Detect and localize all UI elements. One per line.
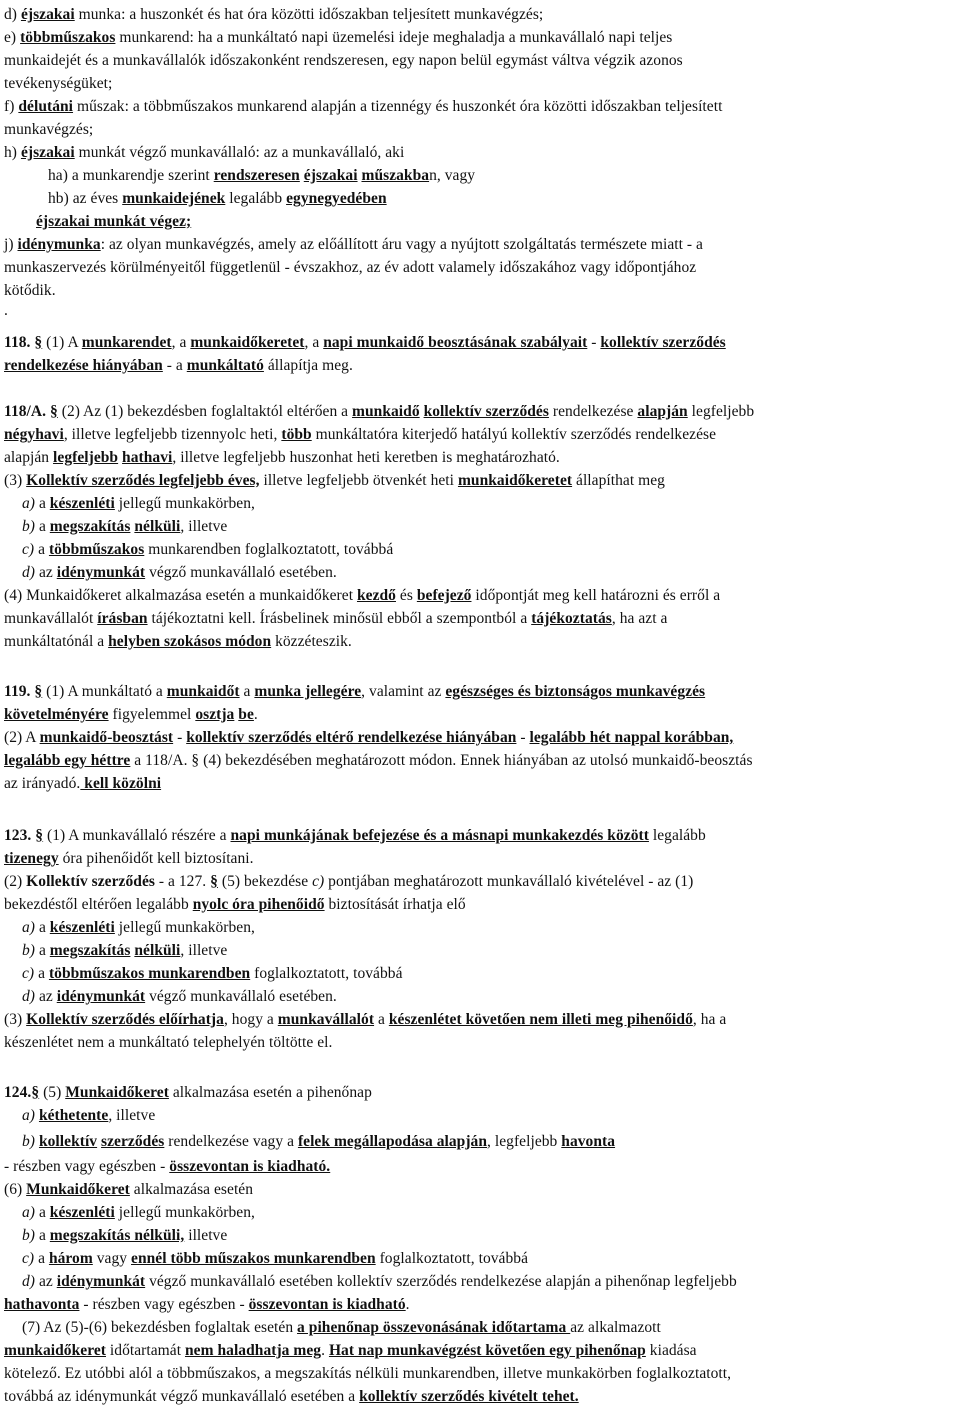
text-run: , legfeljebb [487,1133,562,1150]
text-line [22,540,954,560]
text-run: (1) A munkavállaló részére a [43,827,231,844]
text-run: (2) [4,873,27,890]
text-run: legfeljebb [687,403,755,420]
text-run: a [35,518,50,535]
text-run: (5) bekezdése [217,873,313,890]
linked-term: összevontan is kiadható [248,1296,406,1313]
text-run: Írásbelinek minősül ebből a szempontból a [259,610,532,627]
linked-term: Munkaidőkeret [26,1181,130,1198]
text-run: , illetve [108,1107,156,1124]
text-run: munkavégzés; [4,121,94,138]
section-number: Kollektív szerződés [26,873,155,890]
text-line [22,494,954,514]
text-run: : az olyan munkavégzés, amely az előállított áru vagy a nyújtott szolgáltatás természete miatt - a [100,236,703,253]
linked-term: munkaidőkeretet [457,472,573,489]
text-run: munkarend: ha a munkáltató napi üzemelési ideje meghaladja a munkavállaló napi teljes [115,29,673,46]
text-run: (3) [4,472,27,489]
list-marker: d) [22,988,36,1005]
list-marker: b) [22,1133,36,1150]
text-line [4,28,954,48]
text-line [4,1341,954,1361]
text-line [4,1364,954,1384]
list-marker: a) [22,919,36,936]
text-line [4,448,954,468]
text-run: , illetve [180,942,228,959]
list-marker: d) [22,564,36,581]
text-run: a [34,965,49,982]
linked-term: felek megállapodása alapján [297,1133,488,1150]
section-number: 119. [4,683,31,700]
list-marker: a) [22,495,36,512]
text-run: továbbá az idénymunkát végző munkavállaló esetében a [4,1388,360,1405]
text-run: tájékoztatni kell. [147,610,260,627]
text-run: , ha azt a [611,610,668,627]
text-run: - részben vagy egészben - [4,1158,170,1175]
text-run: (3) [4,1011,27,1028]
linked-term: munkarendet [81,334,172,351]
text-line [22,1318,954,1338]
linked-term: tájékoztatás [531,610,612,627]
text-run: n, vagy [429,167,476,184]
text-line [4,751,954,771]
text-run: , valamint az [361,683,446,700]
linked-term: osztja [195,706,235,723]
text-run: (2) Az (1) bekezdésben foglaltaktól eltérően a [57,403,353,420]
text-run: munkaidejét és a munkavállalók időszakonként rendszeresen, egy napon belül egymást váltva végzik azonos [4,52,683,69]
linked-term: megszakítás [49,518,131,535]
text-line [22,941,954,961]
text-run: munka: a huszonkét és hat óra közötti időszakban teljesített munkavégzés; [74,6,544,23]
text-line [22,517,954,537]
linked-term: munkaidőt [166,683,240,700]
linked-term: készenléti [49,919,115,936]
linked-term: műszakba [361,167,430,184]
text-run: (4) Munkaidőkeret alkalmazása esetén a munkaidőkeret [4,587,357,604]
text-run: f) [4,98,19,115]
linked-term: három [48,1250,93,1267]
linked-term: havonta [561,1133,616,1150]
text-line [4,774,954,794]
linked-term: nem haladhatja meg [184,1342,322,1359]
text-line [4,682,954,702]
text-line [22,1226,954,1246]
linked-term: Kollektív szerződés legfeljebb éves, [26,472,260,489]
text-run: - [587,334,601,351]
linked-term: kollektív szerződés kivételt tehet. [359,1388,579,1405]
list-marker: b) [22,518,36,535]
text-line [4,235,954,255]
linked-term: munkaidőkeretet [190,334,305,351]
linked-term: § [210,873,218,890]
linked-term: éjszakai munkát végez; [36,213,192,230]
text-run: bekezdéstől eltérően legalább [4,896,193,913]
text-run: végző munkavállaló esetében kollektív szerződés rendelkezése alapján a pihenőnap legfeljebb [145,1273,737,1290]
text-run: az [35,988,57,1005]
text-run: - [173,729,187,746]
text-run: alkalmazása esetén a pihenőnap [168,1084,372,1101]
linked-term: kezdő [356,587,396,604]
text-line [36,212,954,232]
text-run: (7) Az (5)-(6) bekezdésben foglaltak esetén [22,1319,298,1336]
text-run: munkáltatóra kiterjedő hatályú kollektív szerződés rendelkezése [311,426,717,443]
text-run: foglalkoztatott, továbbá [250,965,403,982]
list-marker: c) [22,965,35,982]
text-line [4,5,954,25]
linked-term: többműszakos [20,29,116,46]
text-run: jellegű munkakörben, [114,1204,255,1221]
linked-term: hathavi [122,449,173,466]
text-line [4,333,954,353]
list-marker: c) [22,541,35,558]
linked-term: helyben szokásos módon [108,633,272,650]
text-run: állapíthat meg [572,472,665,489]
linked-term: munkáltató [186,357,264,374]
text-run: a [35,942,50,959]
text-line [4,143,954,163]
linked-term: kollektív szerződés eltérő rendelkezése hiányában [186,729,517,746]
section-number: 118. [4,334,31,351]
linked-term: írásban [97,610,148,627]
linked-term: befejező [416,587,472,604]
linked-term: rendszeresen [213,167,300,184]
text-line [22,1132,954,1152]
linked-term: megszakítás [49,942,131,959]
text-line [4,1180,954,1200]
text-line [22,918,954,938]
text-line [4,849,954,869]
list-marker: c) [22,1250,35,1267]
text-run: az [35,1273,57,1290]
linked-term: többműszakos munkarendben [48,965,251,982]
text-run: időtartamát [106,1342,185,1359]
text-line [4,609,954,629]
text-line [4,826,954,846]
linked-term: idénymunka [17,236,101,253]
text-run: vagy [92,1250,132,1267]
linked-term: munka jellegére [254,683,362,700]
text-run: (5) [39,1084,66,1101]
text-line [4,632,954,652]
text-line [48,166,954,186]
linked-term: § [50,403,58,420]
linked-term: legalább egy héttre [4,752,131,769]
text-run: időpontját meg kell határozni és erről a [471,587,721,604]
linked-term: § [31,1084,40,1101]
linked-term: Kollektív szerződés előírhatja [26,1011,224,1028]
linked-term: Munkaidőkeret [65,1084,169,1101]
linked-term: éjszakai [20,6,75,23]
text-run: munkát végző munkavállaló: az a munkavállaló, aki [74,144,405,161]
linked-term: hathavonta [4,1296,80,1313]
linked-term: munkaidőkeret [4,1342,106,1359]
text-line [4,1387,954,1407]
text-run: a [35,919,50,936]
text-line [22,964,954,984]
linked-term: kollektív szerződés [423,403,549,420]
linked-term: rendelkezése hiányában [4,357,163,374]
text-run: . [321,1342,329,1359]
text-run: tevékenységüket; [4,75,113,92]
section-number: 123. [4,827,32,844]
linked-term: nélküli [134,518,181,535]
list-marker: b) [22,942,36,959]
text-line [4,1295,954,1315]
text-line [4,1010,954,1030]
text-run: a [35,1227,50,1244]
text-run: alapján [4,449,54,466]
linked-term: idénymunkát [56,988,146,1005]
text-line [4,872,954,892]
text-run: pontjában meghatározott munkavállaló kivételével - az (1) [324,873,694,890]
text-run: műszak: a többműszakos munkarend alapján a tizennégy és huszonkét óra közötti időszakban teljesített [73,98,723,115]
text-run: ha) a munkarendje szerint [48,167,214,184]
text-run: - részben vagy egészben - [79,1296,249,1313]
text-run: végző munkavállaló esetében. [145,988,337,1005]
text-run: munkáltatónál a [4,633,109,650]
list-marker: a) [22,1204,36,1221]
text-run: , ha a [692,1011,727,1028]
text-run: illetve [184,1227,228,1244]
linked-term: idénymunkát [56,1273,146,1290]
text-line [22,1106,954,1126]
linked-term: nyolc óra pihenőidő [192,896,325,913]
text-line [4,705,954,725]
text-run: , a [171,334,191,351]
linked-term: készenléti [49,1204,115,1221]
text-run: hb) az éves [48,190,123,207]
linked-term: tizenegy [4,850,59,867]
section-number: 118/A. [4,403,47,420]
linked-term: éjszakai [303,167,358,184]
text-run: rendelkezése [548,403,638,420]
linked-term: délutáni [18,98,74,115]
linked-term: összevontan is kiadható. [169,1158,331,1175]
text-line [22,1272,954,1292]
text-run: munkarendben foglalkoztatott, továbbá [144,541,394,558]
linked-term: megszakítás nélküli, [49,1227,185,1244]
text-run: kötelező. Ez utóbbi alól a többműszakos, a megszakítás nélküli munkarendben, illetve munkakörben foglalkoztatott, [4,1365,732,1382]
text-run: alkalmazása esetén [129,1181,254,1198]
text-run: - a [162,357,187,374]
text-line [4,1083,954,1103]
text-line [4,1157,954,1177]
text-run: , a [304,334,324,351]
text-line [4,74,954,94]
text-run: - [516,729,530,746]
text-run: a [34,541,49,558]
text-run: foglalkoztatott, továbbá [375,1250,529,1267]
linked-term: egynegyedében [286,190,387,207]
text-run: közzéteszik. [271,633,352,650]
linked-term: munkavállalót [277,1011,375,1028]
linked-term: a pihenőnap összevonásának időtartama [297,1319,571,1336]
text-line [4,895,954,915]
text-run: munkaszervezés körülményeitől függetlenül - évszakhoz, az év adott valamely időszakához vagy időpontjához [4,259,697,276]
text-run: , illetve legfeljebb tizennyolc heti, [63,426,282,443]
text-line [4,356,954,376]
text-run: a 118/A. § (4) bekezdésében meghatározott módon. Ennek hiányában az utolsó munkaidő-beosztás [130,752,753,769]
text-run: a [239,683,255,700]
text-run: e) [4,29,21,46]
text-line [48,189,954,209]
linked-term: kell közölni [80,775,162,792]
linked-term: § [35,827,44,844]
list-marker: d) [22,1273,36,1290]
linked-term: nélküli [134,942,181,959]
text-line [4,586,954,606]
linked-term: kollektív [38,1133,98,1150]
text-run: illetve legfeljebb ötvenkét heti [259,472,458,489]
linked-term: § [34,334,43,351]
linked-term: készenléti [49,495,115,512]
text-run: figyelemmel [108,706,196,723]
linked-term: be [238,706,254,723]
text-run: legalább [225,190,287,207]
linked-term: négyhavi [4,426,64,443]
text-run: . [4,302,8,319]
linked-term: több [281,426,312,443]
text-run: jellegű munkakörben, [114,495,255,512]
text-run: . [405,1296,410,1313]
list-marker: c) [312,873,325,890]
text-run: (1) A munkáltató a [42,683,167,700]
text-line [22,1203,954,1223]
text-run: (6) [4,1181,27,1198]
text-line [4,425,954,445]
text-run: , illetve [180,518,228,535]
text-run: a [374,1011,389,1028]
text-run: j) [4,236,18,253]
linked-term: ennél több műszakos munkarendben [131,1250,376,1267]
text-line [22,563,954,583]
text-line [4,301,954,321]
text-line [4,51,954,71]
text-run: rendelkezése vagy a [164,1133,298,1150]
text-run: biztosítását írhatja elő [324,896,466,913]
text-run: legalább [648,827,706,844]
text-line [4,1033,954,1053]
linked-term: kéthetente [38,1107,109,1124]
text-run: készenlétet nem a munkáltató telephelyén töltötte el. [4,1034,333,1051]
text-run: az irányadó. [4,775,81,792]
text-run: óra pihenőidőt kell biztosítani. [58,850,254,867]
text-run: h) [4,144,21,161]
text-line [4,471,954,491]
text-run: , illetve legfeljebb huszonhat heti keretben is meghatározható. [172,449,560,466]
text-run: állapítja meg. [263,357,353,374]
text-run: a [34,1250,49,1267]
text-run: (2) A [4,729,40,746]
linked-term: legfeljebb [53,449,119,466]
linked-term: készenlétet követően nem illeti meg pihenőidő [388,1011,693,1028]
text-line [4,97,954,117]
linked-term: munkaidejének [122,190,226,207]
text-line [22,1249,954,1269]
linked-term: munkaidő-beosztást [39,729,174,746]
list-marker: a) [22,1107,36,1124]
linked-term: egészséges és biztonságos munkavégzés [445,683,706,700]
text-line [4,258,954,278]
text-run: jellegű munkakörben, [114,919,255,936]
linked-term: többműszakos [48,541,145,558]
linked-term: legalább hét nappal korábban, [529,729,734,746]
text-line [22,987,954,1007]
linked-term: § [34,683,43,700]
linked-term: éjszakai [20,144,75,161]
text-run: az [35,564,57,581]
text-run: - a 127. [154,873,211,890]
linked-term: kollektív szerződés [600,334,726,351]
text-run: kiadása [645,1342,697,1359]
text-run: a [35,495,50,512]
text-run: munkavállalót [4,610,98,627]
text-run: , hogy a [223,1011,278,1028]
linked-term: szerződés [101,1133,165,1150]
text-line [4,402,954,422]
linked-term: Hat nap munkavégzést követően egy pihenőnap [328,1342,646,1359]
text-line [4,120,954,140]
text-run: a [35,1204,50,1221]
linked-term: napi munkájának befejezése és a másnapi munkakezdés között [230,827,649,844]
text-run: (1) A [42,334,82,351]
linked-term: napi munkaidő beosztásának szabályait [323,334,588,351]
text-line [4,281,954,301]
section-number: 124. [4,1084,32,1101]
linked-term: munkaidő [352,403,420,420]
text-run: d) [4,6,21,23]
list-marker: b) [22,1227,36,1244]
linked-term: alapján [637,403,688,420]
text-run: és [395,587,417,604]
text-run: kötődik. [4,282,56,299]
linked-term: idénymunkát [56,564,146,581]
text-run: . [253,706,258,723]
text-line [4,728,954,748]
linked-term: követelményére [4,706,109,723]
text-run: az alkalmazott [570,1319,661,1336]
text-run: végző munkavállaló esetében. [145,564,337,581]
